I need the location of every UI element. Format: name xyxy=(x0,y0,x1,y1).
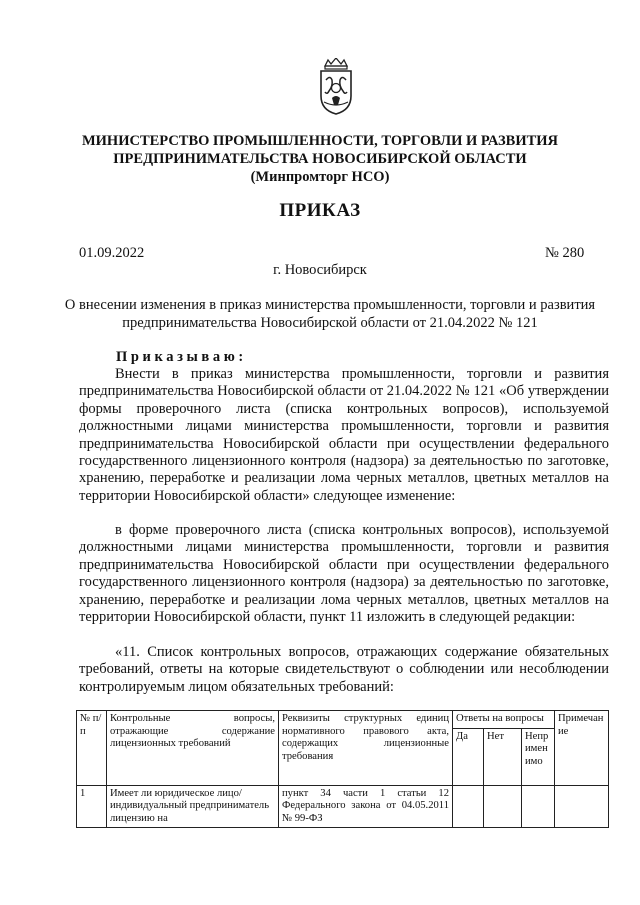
document-number: № 280 xyxy=(545,245,585,261)
header-answers: Ответы на вопросы xyxy=(453,711,555,729)
body-paragraph-1 xyxy=(79,366,609,505)
body-paragraph-3-text: «11. Список контрольных вопросов, отражающих содержание обязательных требований, ответы на которые свидетельствуют о соблюдении или несоблюдении контролируемым лицом обязательных требований: xyxy=(79,644,609,695)
row-no-cell[interactable] xyxy=(484,785,522,828)
ministry-name-line1: МИНИСТЕРСТВО ПРОМЫШЛЕННОСТИ, ТОРГОВЛИ И РАЗВИТИЯ xyxy=(81,133,559,149)
order-word: Приказываю: xyxy=(116,349,247,365)
table-header-row xyxy=(77,711,609,729)
header-questions: Контрольные вопросы, отражающие содержание лицензионных требований xyxy=(107,711,279,786)
row-not-applicable-cell[interactable] xyxy=(522,785,555,828)
document-type-title: ПРИКАЗ xyxy=(279,200,361,221)
row-yes-cell[interactable] xyxy=(453,785,484,828)
header-requisites: Реквизиты структурных единиц нормативного правового акта, содержащих лицензионные требования xyxy=(279,711,453,786)
body-paragraph-3 xyxy=(79,644,609,696)
row-note-cell[interactable] xyxy=(555,785,609,828)
row-num: 1 xyxy=(77,785,107,828)
header-note: Примечание xyxy=(555,711,609,786)
ministry-name-line2: ПРЕДПРИНИМАТЕЛЬСТВА НОВОСИБИРСКОЙ ОБЛАСТИ xyxy=(113,151,527,167)
document-date: 01.09.2022 xyxy=(79,245,145,261)
body-paragraph-1-text: Внести в приказ министерства промышленности, торговли и развития предпринимательства Новосибирской области от 21.04.2022 № 121 «Об утверждении формы проверочного листа (списка контрольных вопросов), используемой должностными лицами министерства промышленности, торговли и развития предпринимательства Новосибирской области при осуществлении федерального государственного лицензионного контроля (надзора) за деятельностью по заготовке, хранению, переработке и реализации лома черных металлов, цветных металлов на территории Новосибирской области» следующее изменение: xyxy=(79,366,609,504)
checklist-table xyxy=(76,710,609,828)
header-num: № п/п xyxy=(77,711,107,786)
table-row xyxy=(77,785,609,828)
body-paragraph-2-text: в форме проверочного листа (списка контрольных вопросов), используемой должностными лицами министерства промышленности, торговли и развития предпринимательства Новосибирской области при осуществлении федерального государственного лицензионного контроля (надзора) за деятельностью по заготовке, хранению, переработке и реализации лома черных металлов, цветных металлов на территории Новосибирской области, пункт 11 изложить в следующей редакции: xyxy=(79,522,609,626)
header-yes: Да xyxy=(453,728,484,785)
header-not-applicable: Неприменимо xyxy=(522,728,555,785)
coat-of-arms-icon xyxy=(316,58,356,116)
document-subject: О внесении изменения в приказ министерства промышленности, торговли и развития предпринимательства Новосибирской области от 21.04.2022 № 121 xyxy=(64,297,596,331)
body-paragraph-2 xyxy=(79,522,609,626)
header-no: Нет xyxy=(484,728,522,785)
document-city: г. Новосибирск xyxy=(273,262,367,278)
row-requisite: пункт 34 части 1 статьи 12 Федерального закона от 04.05.2011 № 99-ФЗ xyxy=(279,785,453,828)
ministry-short-name: (Минпромторг НСО) xyxy=(250,169,390,185)
row-question: Имеет ли юридическое лицо/индивидуальный предприниматель лицензию на xyxy=(107,785,279,828)
